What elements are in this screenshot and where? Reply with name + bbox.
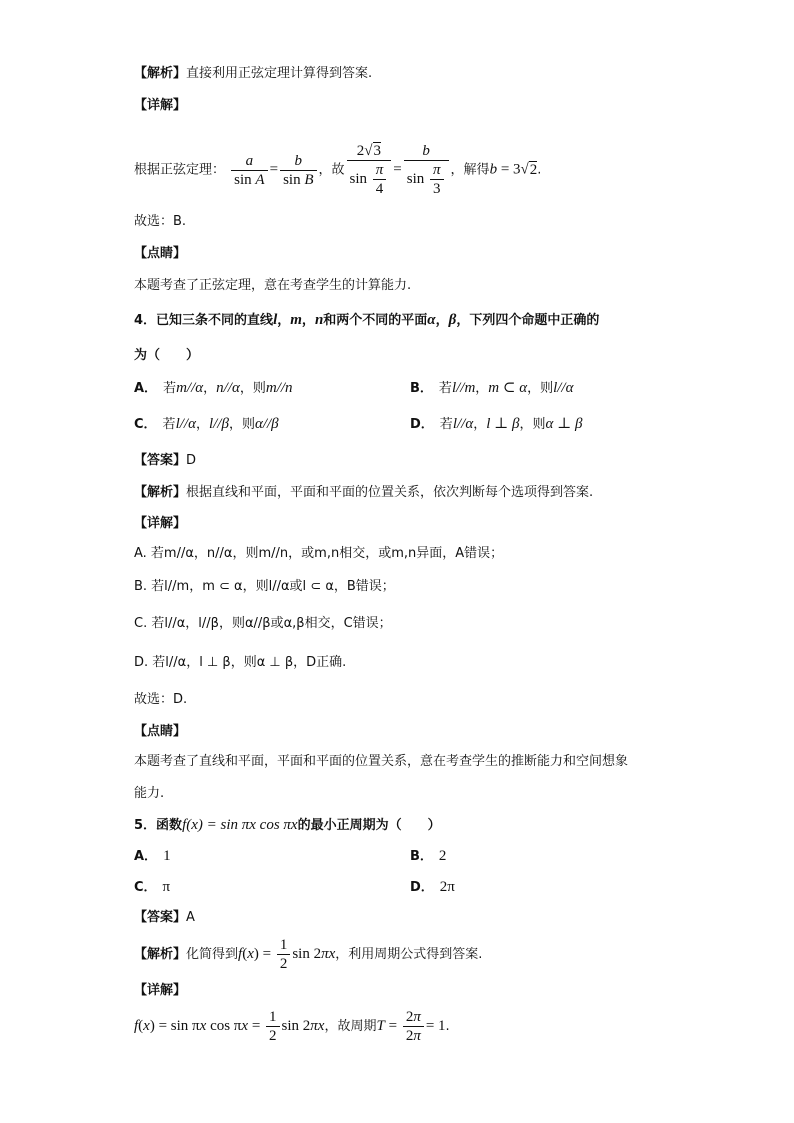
detail-text: 根据正弦定理： <box>134 162 226 178</box>
answer-value: D <box>186 453 197 468</box>
option-d[interactable]: D． 2π <box>410 879 455 895</box>
fraction-one-half: $\frac{1}{2}$ <box>266 1008 280 1045</box>
choice-text: 故选：B. <box>134 214 187 229</box>
option-c[interactable]: C． 若l//α，l//β，则α//β <box>134 416 279 432</box>
fraction-2pi-over-2pi: $\frac{2\pi}{2\pi}$ <box>403 1008 424 1045</box>
detail-formula: f(x) = sin πx cos πx = $\frac{1}{2}$ sin 2πx，故周期T = $\frac{2\pi}{2\pi}$ = 1. <box>134 1009 450 1044</box>
detail-a: A. 若m//α，n//α，则m//n，或m,n相交，或m,n异面，A错误； <box>134 546 504 561</box>
answer-line: 【答案】A <box>134 910 195 925</box>
answer-line: 【答案】D <box>134 453 197 468</box>
comment-line-1: 本题考查了直线和平面，平面和平面的位置关系，意在考查学生的推断能力和空间想象 <box>134 754 629 769</box>
question-4-stem-cont: 为（ ） <box>134 348 200 363</box>
fraction-a-over-sinA: $\frac{a}{\text{sin A}}$ <box>231 152 267 189</box>
comment-tag: 【点睛】 <box>134 724 187 739</box>
fraction-b-over-sinB: $\frac{b}{\text{sin B}}$ <box>280 152 316 189</box>
fraction-one-half: $\frac{1}{2}$ <box>277 936 291 973</box>
detail-c: C. 若l//α，l//β，则α//β或α,β相交，C错误； <box>134 616 392 631</box>
detail-b: B. 若l//m，m ⊂ α，则l//α或l ⊂ α，B错误； <box>134 579 395 594</box>
fraction-b-over-sin-pi3: b sin $\frac{\pi}{3}$ <box>404 142 449 198</box>
option-c[interactable]: C． π <box>134 879 171 895</box>
analysis-tag: 【解析】 <box>134 66 187 81</box>
question-5-stem: 5．函数f(x) = sin πx cos πx的最小正周期为（ ） <box>134 817 441 833</box>
option-d[interactable]: D． 若l//α，l ⊥ β，则α ⊥ β <box>410 416 583 432</box>
choice-text: 故选：D. <box>134 692 188 707</box>
sine-law-line: 根据正弦定理： $\frac{a}{\text{sin A}}$ = $\frac{b}{\text{sin B}}$ ，故 2√3 sin $\frac{\pi}{4}$ = b sin $\frac{\pi}{3}$ ，解得b = 3√2. <box>134 143 542 197</box>
detail-tag: 【详解】 <box>134 983 187 998</box>
detail-tag: 【详解】 <box>134 98 187 113</box>
detail-d: D. 若l//α，l ⊥ β，则α ⊥ β，D正确. <box>134 655 347 670</box>
comment-line-2: 能力. <box>134 786 165 801</box>
question-4-stem: 4．已知三条不同的直线l，m，n和两个不同的平面α，β，下列四个命题中正确的 <box>134 312 600 328</box>
result-b: b <box>489 161 498 178</box>
comment-tag: 【点睛】 <box>134 246 187 261</box>
option-a[interactable]: A． 若m//α，n//α，则m//n <box>134 380 293 396</box>
comment-text: 本题考查了正弦定理，意在考查学生的计算能力. <box>134 278 412 293</box>
option-b[interactable]: B． 2 <box>410 848 447 864</box>
analysis-line <box>134 64 372 84</box>
detail-tag: 【详解】 <box>134 516 187 531</box>
option-a[interactable]: A． 1 <box>134 848 171 864</box>
answer-value: A <box>186 910 195 925</box>
fraction-2sqrt3-over-sin-pi4: 2√3 sin $\frac{\pi}{4}$ <box>347 142 392 198</box>
analysis-line: 【解析】根据直线和平面，平面和平面的位置关系，依次判断每个选项得到答案. <box>134 485 594 500</box>
analysis-text: 直接利用正弦定理计算得到答案. <box>186 66 373 81</box>
analysis-line: 【解析】化简得到f(x) = $\frac{1}{2}$ sin 2πx，利用周期公式得到答案. <box>134 937 483 972</box>
option-b[interactable]: B． 若l//m，m ⊂ α，则l//α <box>410 380 574 396</box>
